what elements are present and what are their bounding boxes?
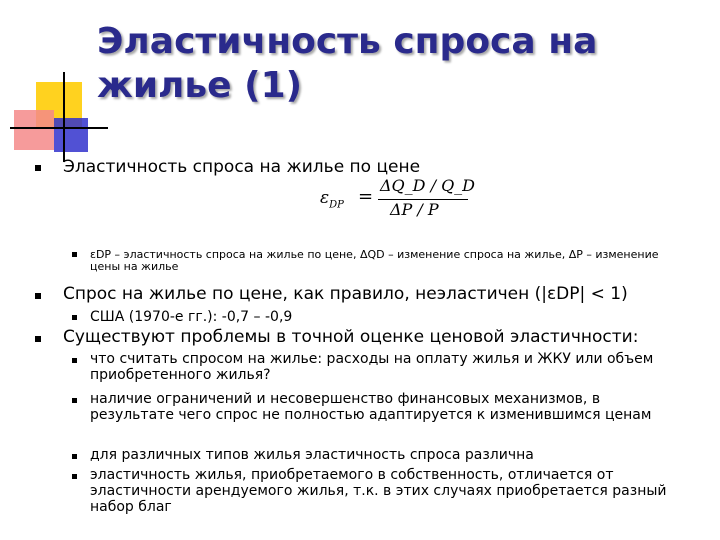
deco-blue-square bbox=[54, 118, 88, 152]
deco-vertical-line bbox=[63, 72, 65, 162]
bullet-text-problems: Существуют проблемы в точной оценке ценовой эластичности: bbox=[63, 327, 639, 347]
bullet-text-notation: εDP – эластичность спроса на жилье по цене, ΔQD – изменение спроса на жилье, ΔP – изменение цены на жилье bbox=[90, 248, 659, 273]
bullet-text-inelastic-demand: Спрос на жилье по цене, как правило, неэластичен (|εDP| < 1) bbox=[63, 284, 628, 304]
bullet-icon bbox=[35, 293, 41, 299]
formula-lhs: $\varepsilon_{DP}$ bbox=[320, 188, 344, 211]
bullet-text-problem-3: для различных типов жилья эластичность спроса различна bbox=[90, 447, 534, 463]
slide-title: Эластичность спроса на жилье (1) bbox=[97, 21, 598, 106]
bullet-text-problem-1: что считать спросом на жилье: расходы на оплату жилья и ЖКУ или объем приобретенного жилья? bbox=[90, 351, 654, 383]
bullet-text-price-elasticity: Эластичность спроса на жилье по цене bbox=[63, 157, 421, 177]
formula-numerator: ΔQ_D / Q_D bbox=[380, 176, 476, 195]
bullet-text-usa: США (1970-е гг.): -0,7 – -0,9 bbox=[90, 309, 293, 325]
bullet-icon bbox=[35, 336, 41, 342]
deco-red-square bbox=[14, 110, 54, 150]
bullet-icon bbox=[72, 252, 77, 257]
bullet-icon bbox=[72, 454, 77, 459]
formula-denominator: ΔP / P bbox=[390, 200, 439, 219]
bullet-text-problem-4: эластичность жилья, приобретаемого в собственность, отличается от эластичности арендуемого жилья, т.к. в этих случаях приобретается разный набор благ bbox=[90, 467, 667, 515]
bullet-icon bbox=[35, 165, 41, 171]
elasticity-formula bbox=[318, 176, 476, 220]
bullet-text-problem-2: наличие ограничений и несовершенство финансовых механизмов, в результате чего спрос не полностью адаптируется к изменившимся ценам bbox=[90, 391, 652, 423]
bullet-icon bbox=[72, 315, 77, 320]
bullet-icon bbox=[72, 398, 77, 403]
deco-horizontal-line bbox=[10, 127, 108, 129]
bullet-icon bbox=[72, 358, 77, 363]
bullet-icon bbox=[72, 474, 77, 479]
formula-equals: = bbox=[358, 186, 374, 207]
